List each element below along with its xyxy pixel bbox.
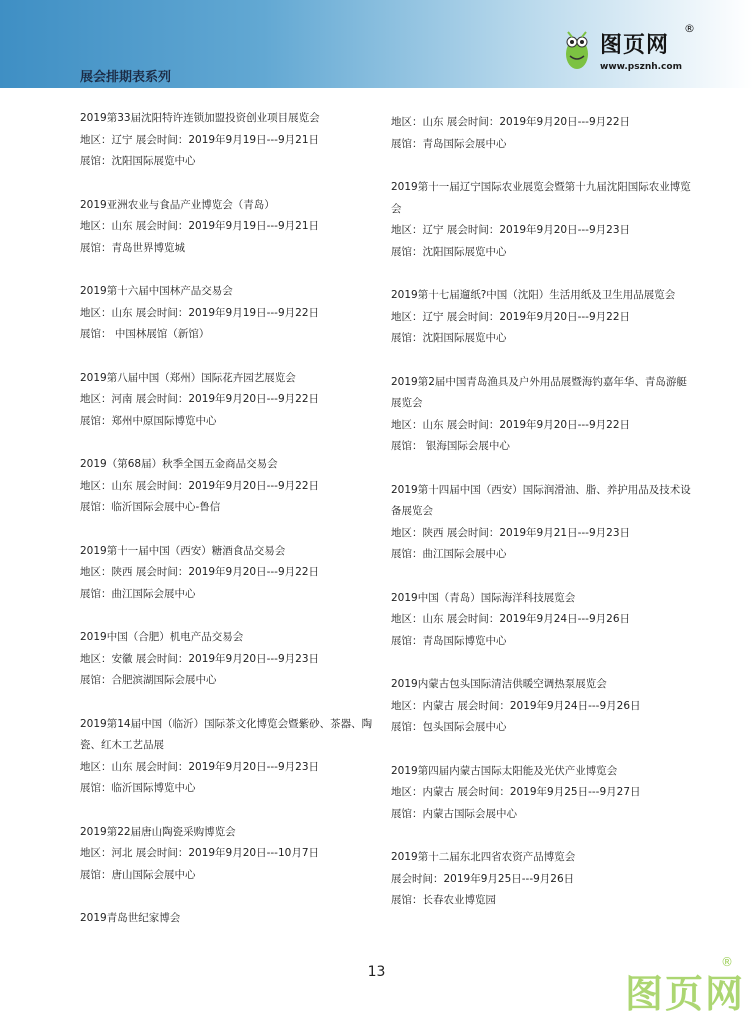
entry-region-time: 地区：山东 展会时间：2019年9月20日---9月22日: [391, 418, 631, 431]
entry-venue: 展馆：沈阳国际展览中心: [80, 155, 196, 167]
exhibition-entry: [80, 108, 380, 173]
entry-region-time: 地区：安徽 展会时间：2019年9月20日---9月23日: [80, 652, 320, 665]
exhibition-entry: [391, 372, 691, 458]
series-title: 展会排期表系列: [80, 70, 172, 85]
entry-title: 2019第2届中国青岛渔具及户外用品展暨海钓嘉年华、青岛游艇展览会: [391, 375, 687, 409]
entry-region-time: 地区：山东 展会时间：2019年9月19日---9月21日: [80, 220, 320, 232]
entry-venue: 展馆：青岛国际博览中心: [391, 634, 507, 647]
exhibition-entry: [391, 761, 691, 826]
entry-title: 2019第十一届中国（西安）糖酒食品交易会: [80, 544, 286, 557]
watermark-registered-mark: ®: [721, 955, 733, 969]
entry-venue: 展馆：沈阳国际展览中心: [391, 245, 507, 258]
entry-region-time: 地区：山东 展会时间：2019年9月20日---9月22日: [391, 116, 631, 128]
left-column: [80, 108, 380, 952]
exhibition-entry: [80, 368, 380, 433]
entry-venue: 展馆：沈阳国际展览中心: [391, 332, 507, 344]
page-number: 13: [367, 964, 386, 980]
entry-region-time: 展会时间：2019年9月25日---9月26日: [391, 872, 575, 885]
logo-text: 图页网: [600, 33, 670, 58]
logo-url: www.psznh.com: [600, 62, 682, 72]
entry-venue: 展馆： 中国林展馆（新馆）: [80, 328, 210, 340]
entry-venue: 展馆：曲江国际会展中心: [391, 548, 507, 560]
entry-title: 2019第33届沈阳特许连锁加盟投资创业项目展览会: [80, 112, 320, 124]
exhibition-entry: [391, 285, 691, 350]
entry-venue: 展馆：青岛国际会展中心: [391, 137, 507, 150]
page-header-band: [0, 0, 753, 88]
exhibition-entry: [80, 714, 380, 800]
entry-region-time: 地区：河北 展会时间：2019年9月20日---10月7日: [80, 847, 320, 859]
entry-venue: 展馆： 银海国际会展中心: [391, 440, 510, 452]
entry-region-time: 地区：山东 展会时间：2019年9月20日---9月23日: [80, 760, 320, 773]
entry-venue: 展馆：长春农业博览园: [391, 894, 496, 906]
entry-title: 2019第十一届辽宁国际农业展览会暨第十九届沈阳国际农业博览会: [391, 181, 691, 215]
entry-venue: 展馆：包头国际会展中心: [391, 721, 507, 733]
entry-venue: 展馆：青岛世界博览城: [80, 241, 185, 254]
exhibition-entry: [80, 822, 380, 887]
exhibition-entry: [80, 908, 380, 930]
exhibition-entry: [80, 541, 380, 606]
exhibition-entry: [80, 627, 380, 692]
entry-venue: 展馆：临沂国际会展中心-鲁信: [80, 501, 221, 513]
entry-title: 2019第十四届中国（西安）国际润滑油、脂、养护用品及技术设备展览会: [391, 483, 691, 517]
exhibition-entry: [80, 281, 380, 346]
entry-venue: 展馆：临沂国际博览中心: [80, 782, 196, 794]
exhibition-entry: [391, 480, 691, 566]
entry-title: 2019第八届中国（郑州）国际花卉园艺展览会: [80, 371, 296, 384]
exhibition-entry: [80, 195, 380, 260]
mascot-icon: [560, 26, 594, 72]
entry-venue: 展馆：合肥滨湖国际会展中心: [80, 674, 217, 686]
entry-title: 2019青岛世纪家博会: [80, 912, 181, 924]
watermark-text: 图页网: [625, 972, 746, 1016]
entry-region-time: 地区：山东 展会时间：2019年9月19日---9月22日: [80, 306, 320, 319]
entry-region-time: 地区：辽宁 展会时间：2019年9月19日---9月21日: [80, 133, 320, 146]
exhibition-entry: [391, 588, 691, 653]
entry-title: 2019第四届内蒙古国际太阳能及光伏产业博览会: [391, 764, 618, 777]
entry-title: 2019中国（合肥）机电产品交易会: [80, 631, 244, 643]
entry-region-time: 地区：辽宁 展会时间：2019年9月20日---9月22日: [391, 310, 631, 323]
entry-region-time: 地区：山东 展会时间：2019年9月24日---9月26日: [391, 613, 631, 625]
entry-title: 2019第十二届东北四省农资产品博览会: [391, 851, 576, 863]
exhibition-entry-continued: [391, 112, 691, 155]
watermark: [625, 955, 746, 1016]
entry-region-time: 地区：陕西 展会时间：2019年9月21日---9月23日: [391, 526, 631, 539]
exhibition-entry: [391, 177, 691, 263]
entry-venue: 展馆：内蒙古国际会展中心: [391, 807, 517, 820]
logo-registered-mark: ®: [684, 22, 695, 35]
right-column: [391, 112, 691, 934]
entry-title: 2019第十七届遛纸?中国（沈阳）生活用纸及卫生用品展览会: [391, 289, 676, 301]
entry-venue: 展馆：郑州中原国际博览中心: [80, 414, 217, 427]
entry-region-time: 地区：陕西 展会时间：2019年9月20日---9月22日: [80, 566, 320, 578]
entry-region-time: 地区：河南 展会时间：2019年9月20日---9月22日: [80, 393, 320, 405]
entry-title: 2019亚洲农业与食品产业博览会（青岛）: [80, 198, 275, 211]
exhibition-entry: [391, 847, 691, 912]
entry-region-time: 地区：辽宁 展会时间：2019年9月20日---9月23日: [391, 224, 631, 236]
entry-title: 2019（第68届）秋季全国五金商品交易会: [80, 458, 278, 470]
exhibition-entry: [80, 454, 380, 519]
entry-title: 2019内蒙古包头国际清洁供暖空调热泵展览会: [391, 678, 607, 690]
entry-venue: 展馆：唐山国际会展中心: [80, 868, 196, 881]
entry-title: 2019第十六届中国林产品交易会: [80, 285, 233, 297]
entry-title: 2019中国（青岛）国际海洋科技展览会: [391, 591, 576, 604]
entry-venue: 展馆：曲江国际会展中心: [80, 587, 196, 600]
exhibition-entry: [391, 674, 691, 739]
entry-title: 2019第22届唐山陶瓷采购博览会: [80, 825, 236, 838]
site-logo: [560, 22, 700, 82]
entry-region-time: 地区：内蒙古 展会时间：2019年9月25日---9月27日: [391, 786, 641, 798]
entry-region-time: 地区：山东 展会时间：2019年9月20日---9月22日: [80, 479, 320, 492]
entry-title: 2019第14届中国（临沂）国际茶文化博览会暨紫砂、茶器、陶瓷、红木工艺品展: [80, 717, 373, 751]
entry-region-time: 地区：内蒙古 展会时间：2019年9月24日---9月26日: [391, 699, 641, 712]
